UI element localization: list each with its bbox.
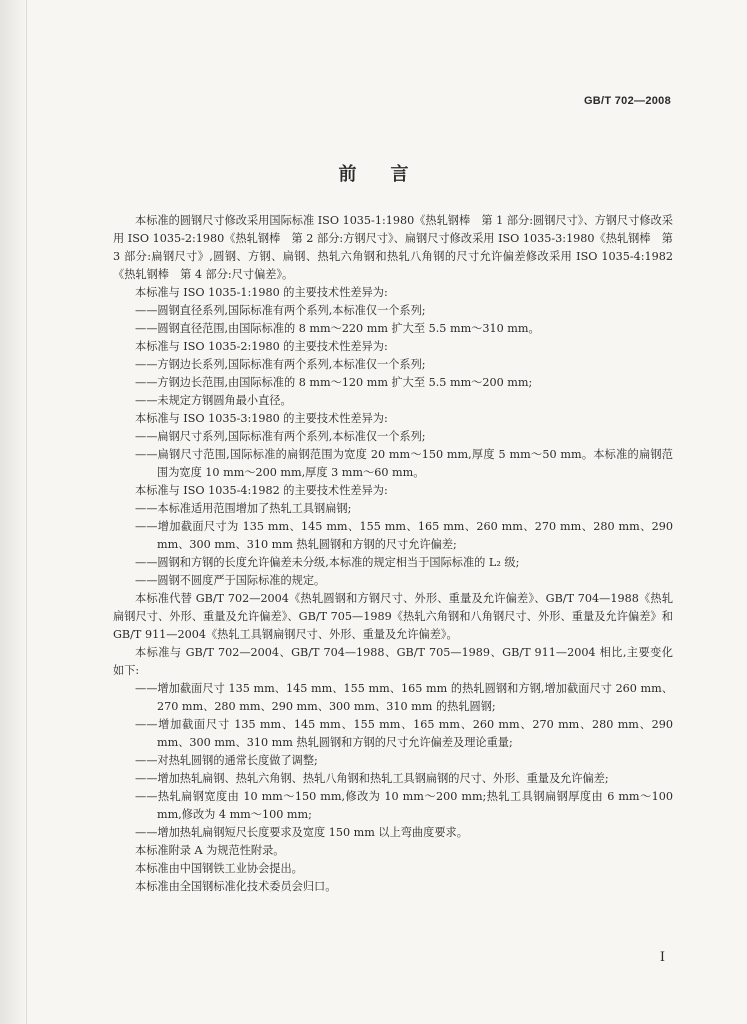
list-item: ——方钢边长范围,由国际标准的 8 mm～120 mm 扩大至 5.5 mm～200 mm;: [135, 376, 533, 389]
page-spine-shadow: [0, 0, 27, 1024]
list-item: ——增加热轧扁钢短尺长度要求及宽度 150 mm 以上弯曲度要求。: [135, 826, 468, 839]
list-item: ——圆钢直径系列,国际标准有两个系列,本标准仅一个系列;: [135, 304, 426, 317]
paragraph: 本标准与 ISO 1035-2:1980 的主要技术性差异为:: [135, 340, 388, 353]
paragraph: 本标准与 GB/T 702—2004、GB/T 704—1988、GB/T 705—1989、GB/T 911—2004 相比,主要变化如下:: [113, 646, 673, 677]
paragraph: 本标准与 ISO 1035-4:1982 的主要技术性差异为:: [135, 484, 388, 497]
list-item: ——圆钢直径范围,由国际标准的 8 mm～220 mm 扩大至 5.5 mm～310 mm。: [135, 322, 540, 335]
page-title: 前言: [338, 164, 443, 185]
list-item: ——增加热轧扁钢、热轧六角钢、热轧八角钢和热轧工具钢扁钢的尺寸、外形、重量及允许偏差;: [135, 772, 609, 785]
paragraph: 本标准由中国钢铁工业协会提出。: [135, 862, 303, 875]
list-item: ——圆钢和方钢的长度允许偏差未分级,本标准的规定相当于国际标准的 L₂ 级;: [135, 556, 520, 569]
list-item: ——方钢边长系列,国际标准有两个系列,本标准仅一个系列;: [135, 358, 426, 371]
list-item: ——增加截面尺寸为 135 mm、145 mm、155 mm、165 mm、260 mm、270 mm、280 mm、290 mm、300 mm、310 mm 热轧圆钢和方钢的尺寸允许偏差;: [135, 520, 673, 551]
paragraph: 本标准与 ISO 1035-3:1980 的主要技术性差异为:: [135, 412, 388, 425]
list-item: ——热轧扁钢宽度由 10 mm～150 mm,修改为 10 mm～200 mm;热轧工具钢扁钢厚度由 6 mm～100 mm,修改为 4 mm～100 mm;: [135, 790, 673, 821]
paragraph: 本标准代替 GB/T 702—2004《热轧圆钢和方钢尺寸、外形、重量及允许偏差》、GB/T 704—1988《热轧扁钢尺寸、外形、重量及允许偏差》、GB/T 705—1989《热轧六角钢和八角钢尺寸、外形、重量及允许偏差》和 GB/T 911—2004《热轧工具钢扁钢尺寸、外形、重量及允许偏差》。: [113, 592, 673, 641]
list-item: ——对热轧圆钢的通常长度做了调整;: [135, 754, 318, 767]
list-item: ——未规定方钢圆角最小直径。: [135, 394, 292, 407]
list-item: ——本标准适用范围增加了热轧工具钢扁钢;: [135, 502, 352, 515]
paragraph: 本标准由全国钢标准化技术委员会归口。: [135, 880, 337, 893]
page-number: I: [659, 950, 665, 965]
preface-body: [113, 212, 673, 896]
list-item: ——增加截面尺寸 135 mm、145 mm、155 mm、165 mm 的热轧圆钢和方钢,增加截面尺寸 260 mm、270 mm、280 mm、290 mm、300 mm、310 mm 的热轧圆钢;: [135, 682, 673, 713]
standard-code-header: GB/T 702—2008: [583, 95, 671, 107]
list-item: ——圆钢不圆度严于国际标准的规定。: [135, 574, 326, 587]
list-item: ——扁钢尺寸系列,国际标准有两个系列,本标准仅一个系列;: [135, 430, 426, 443]
paragraph: 本标准附录 A 为规范性附录。: [135, 844, 285, 857]
list-item: ——扁钢尺寸范围,国际标准的扁钢范围为宽度 20 mm～150 mm,厚度 5 mm～50 mm。本标准的扁钢范围为宽度 10 mm～200 mm,厚度 3 mm～60 mm。: [135, 448, 673, 479]
paragraph: 本标准的圆钢尺寸修改采用国际标准 ISO 1035-1:1980《热轧钢棒 第 1 部分:圆钢尺寸》、方钢尺寸修改采用 ISO 1035-2:1980《热轧钢棒 第 2 部分:方钢尺寸》、扁钢尺寸修改采用 ISO 1035-3:1980《热轧钢棒 第 3 部分:扁钢尺寸》,圆钢、方钢、扁钢、热轧六角钢和热轧八角钢的尺寸允许偏差修改采用 ISO 1035-4:1982《热轧钢棒 第 4 部分:尺寸偏差》。: [113, 214, 673, 281]
paragraph: 本标准与 ISO 1035-1:1980 的主要技术性差异为:: [135, 286, 388, 299]
list-item: ——增加截面尺寸 135 mm、145 mm、155 mm、165 mm、260 mm、270 mm、280 mm、290 mm、300 mm、310 mm 热轧圆钢和方钢的尺寸允许偏差及理论重量;: [135, 718, 673, 749]
